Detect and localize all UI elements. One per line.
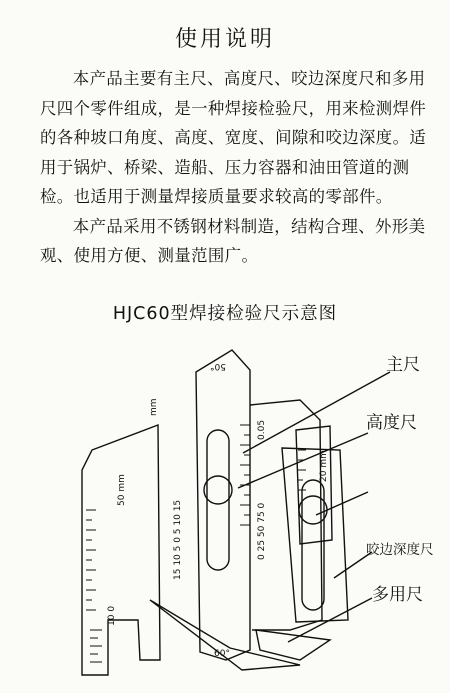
callout-multi-ruler: 多用尺 [372,585,423,605]
main-knob [204,476,232,504]
callout-height-ruler: 高度尺 [366,413,417,433]
figure-title: HJC60型焊接检验尺示意图 [112,304,338,324]
weld-gauge-diagram [0,330,450,693]
bottom-angle-label: 60° [214,649,230,659]
undercut-ruler [282,448,348,622]
description-paragraph-2: 本产品采用不锈钢材料制造，结构合理、外形美观、使用方便、测量范围广。 [40,216,426,265]
page-title: 使用说明 [174,27,275,52]
mm-label-b: 50 mm [117,474,127,506]
description-body [40,64,436,271]
left-scale-numbers: 10 0 [107,605,117,626]
description-paragraph-1: 本产品主要有主尺、高度尺、咬边深度尺和多用尺四个零件组成，是一种焊接检验尺，用来检测焊件的各种坡口角度、高度、宽度、间隙和咬边深度。适用于锅炉、桥梁、造船、压力容器和油田管道的测检。也适用于测量焊接质量要求较高的零部件。 [40,69,427,206]
callout-undercut-depth-ruler: 咬边深度尺 [366,542,434,558]
height-scale-numbers: 15 10 5 0 5 10 15 [173,499,183,580]
mm-label-a: mm [149,398,159,416]
main-slot [207,430,229,570]
top-angle-label: 50° [210,361,226,371]
small-scale-numbers: 20 mm [319,450,329,482]
undercut-knob [299,496,327,524]
multi-ruler [256,630,330,660]
right-scale-numbers: 0 25 50 75 0 [257,502,267,560]
right-scale-numbers-b: 0.05 [257,419,267,440]
callout-main-ruler: 主尺 [386,355,420,375]
